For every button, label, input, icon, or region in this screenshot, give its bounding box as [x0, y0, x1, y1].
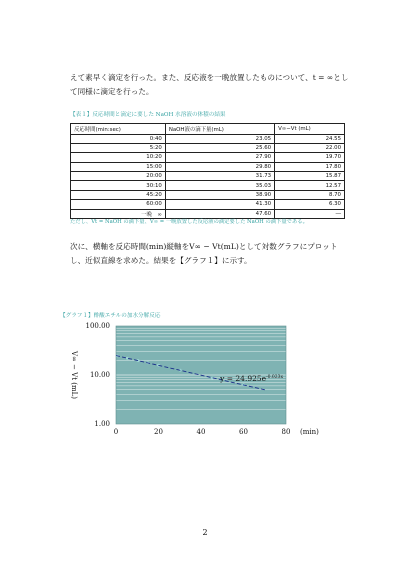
table-body — [71, 134, 345, 219]
col-header-naoh: NaOH液の滴下量(mL) — [165, 124, 274, 135]
table-row — [71, 143, 345, 152]
cell-naoh: 25.60 — [165, 143, 274, 152]
table-caption: 【表１】反応時間と滴定に要した NaOH 水溶液の体積の結果 — [70, 112, 226, 118]
table-row — [71, 190, 345, 199]
cell-naoh: 41.30 — [165, 200, 274, 209]
cell-naoh: 38.90 — [165, 190, 274, 199]
cell-time: 0:40 — [71, 134, 166, 143]
cell-naoh: 47.60 — [165, 209, 274, 218]
y-tick-label: 1.00 — [94, 420, 110, 428]
table-row — [71, 200, 345, 209]
cell-diff: 12.57 — [275, 181, 345, 190]
table-row — [71, 153, 345, 162]
table-row — [71, 162, 345, 171]
table-header-row — [71, 124, 345, 135]
page-number: 2 — [202, 528, 208, 537]
cell-time: 15:00 — [71, 162, 166, 171]
table-note: ただし、Vt = NaOH の滴下量、V∞ = 一晩放置した反応液の滴定要した NaOH の滴下量である。 — [70, 219, 308, 225]
trend-exponent: -0.023x — [266, 375, 284, 381]
cell-diff: 15.87 — [275, 172, 345, 181]
cell-time: 20:00 — [71, 172, 166, 181]
results-table — [70, 123, 345, 219]
cell-diff: 8.70 — [275, 190, 345, 199]
x-tick-label: 80 — [281, 428, 291, 436]
intro-paragraph: えて素早く滴定を行った。また、反応液を一晩放置したものについて、t = ∞として同様に滴定を行った。 — [70, 73, 349, 96]
cell-diff: 6.30 — [275, 200, 345, 209]
method-paragraph: 次に、横軸を反応時間(min)縦軸をV∞ − Vt(mL)として対数グラフにプロットし、近似直線を求めた。結果を【グラフ１】に示す。 — [70, 242, 338, 265]
col-header-time: 反応時間(min:sec) — [71, 124, 166, 135]
cell-diff: 19.70 — [275, 153, 345, 162]
cell-diff: 24.55 — [275, 134, 345, 143]
x-axis-label: (min) — [300, 428, 319, 436]
col-header-diff: V∞−Vt (mL) — [275, 124, 345, 135]
cell-naoh: 27.90 — [165, 153, 274, 162]
trend-equation: $y = 24.925e^{-0.023x}$ — [220, 374, 284, 384]
cell-naoh: 31.73 — [165, 172, 274, 181]
cell-naoh: 29.80 — [165, 162, 274, 171]
table-row — [71, 181, 345, 190]
y-tick-label: 100.00 — [85, 322, 110, 330]
x-tick-label: 60 — [239, 428, 248, 436]
cell-diff: 22.00 — [275, 143, 345, 152]
cell-time: 一晩 ∞ — [71, 209, 166, 218]
x-tick-label: 20 — [154, 428, 163, 436]
y-tick-label: 10.00 — [89, 371, 110, 379]
cell-time: 5:20 — [71, 143, 166, 152]
x-tick-label: 40 — [196, 428, 206, 436]
table-row — [71, 134, 345, 143]
cell-naoh: 35.03 — [165, 181, 274, 190]
log-scatter-chart — [58, 320, 348, 450]
cell-diff: ― — [275, 209, 345, 218]
y-axis-label: V∞ − Vt (mL) — [70, 350, 78, 400]
x-tick-label: 0 — [113, 428, 119, 436]
table-row — [71, 172, 345, 181]
cell-time: 45:20 — [71, 190, 166, 199]
cell-time: 30:10 — [71, 181, 166, 190]
chart-caption: 【グラフ１】酢酸エチルの加水分解反応 — [60, 313, 161, 319]
cell-time: 10:20 — [71, 153, 166, 162]
cell-naoh: 23.05 — [165, 134, 274, 143]
cell-diff: 17.80 — [275, 162, 345, 171]
cell-time: 60:00 — [71, 200, 166, 209]
